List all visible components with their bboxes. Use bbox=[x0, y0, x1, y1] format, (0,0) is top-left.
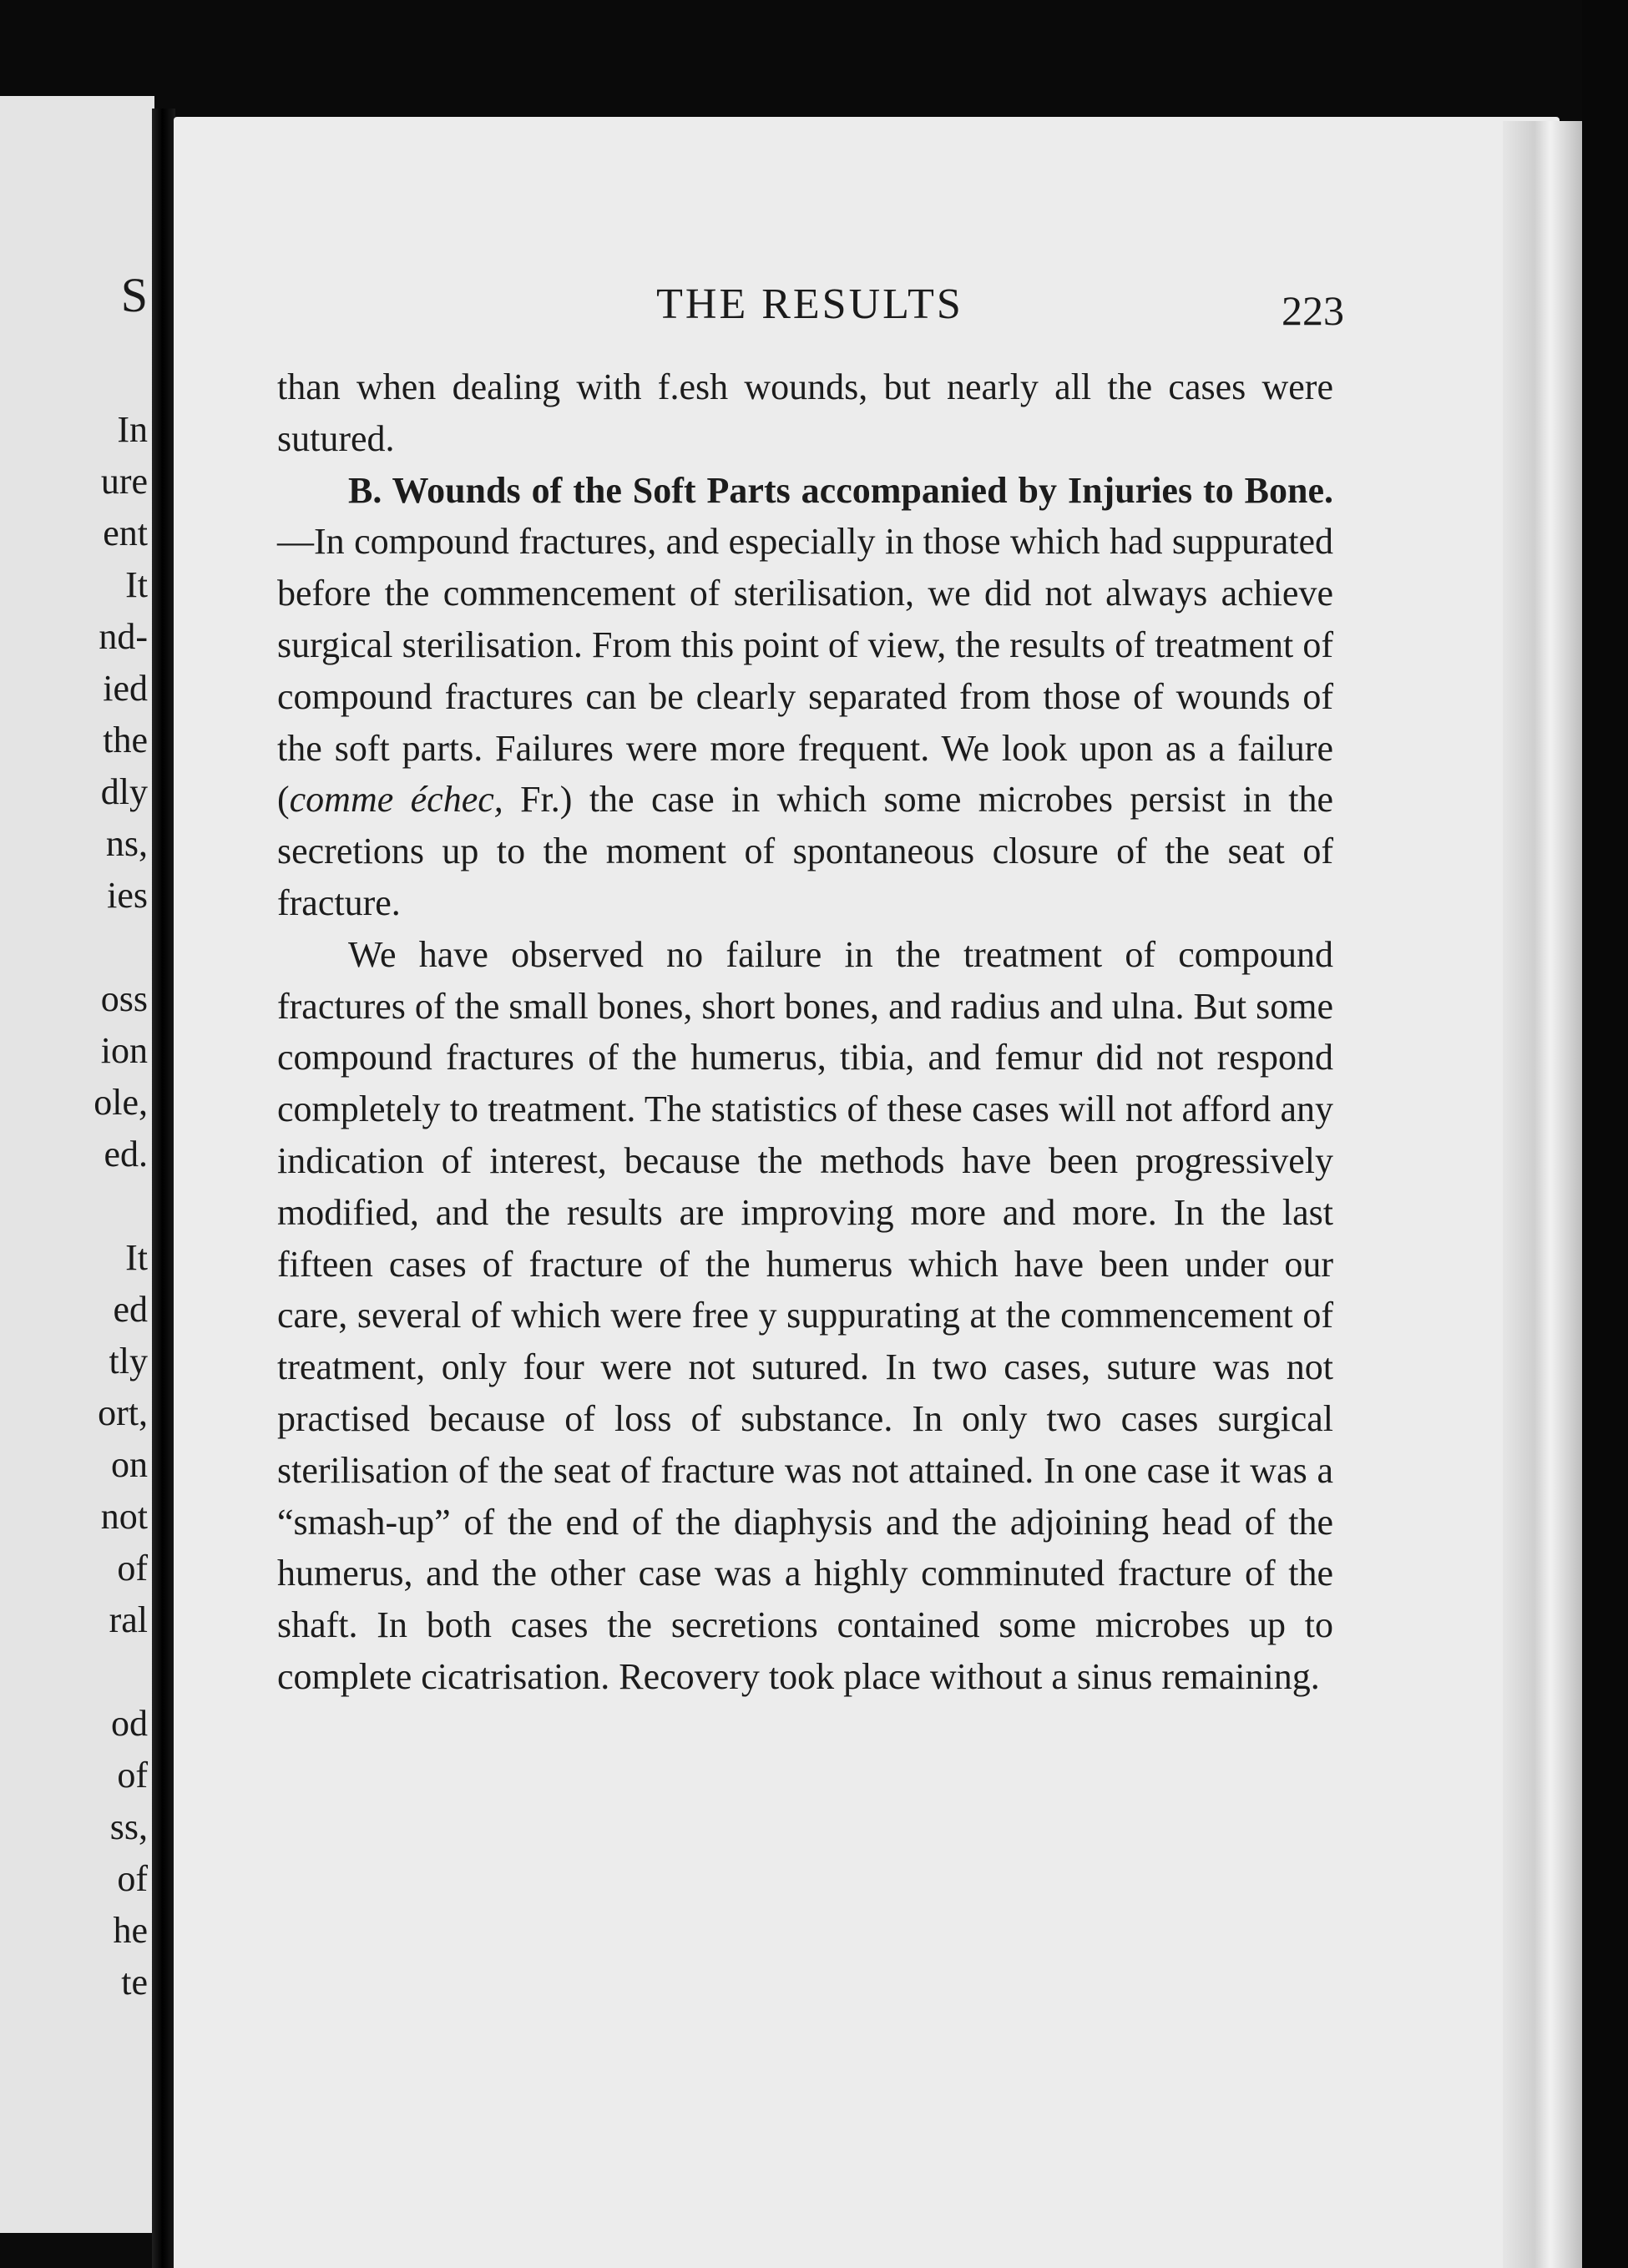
facing-page-fragment: nd- bbox=[99, 616, 148, 657]
facing-page-fragment: not bbox=[100, 1496, 148, 1537]
facing-page-fragment: S bbox=[120, 268, 148, 322]
facing-page-fragment: ion bbox=[100, 1030, 148, 1071]
facing-page-fragment: ies bbox=[107, 875, 148, 916]
facing-page-edge bbox=[0, 96, 154, 2233]
facing-page-fragment: the bbox=[103, 720, 148, 760]
facing-page-fragment: ent bbox=[103, 513, 148, 553]
italic-phrase: comme échec, bbox=[289, 779, 503, 821]
facing-page-fragment: on bbox=[111, 1444, 148, 1485]
facing-page-fragment: ort, bbox=[98, 1392, 148, 1433]
facing-page-fragment: oss bbox=[100, 978, 148, 1019]
facing-page-fragment: It bbox=[125, 564, 148, 605]
page-number: 223 bbox=[1282, 287, 1344, 334]
facing-page-fragment: of bbox=[117, 1548, 148, 1589]
facing-page-fragment: ral bbox=[109, 1599, 148, 1640]
facing-page-fragment: od bbox=[111, 1703, 148, 1744]
scan-background-top bbox=[0, 0, 1628, 125]
paragraph-section-b bbox=[277, 465, 1333, 929]
facing-page-fragment: ole, bbox=[94, 1082, 148, 1123]
facing-page-fragment: ure bbox=[100, 461, 148, 502]
facing-page-fragment: tly bbox=[109, 1341, 148, 1382]
facing-page-fragment: ied bbox=[103, 668, 148, 709]
paragraph-continuation: than when dealing with f.esh wounds, but nearly all the cases were sutured. bbox=[277, 366, 1333, 459]
paragraph-text: —In compound fractures, and especially in those which had suppurated before the commencement of sterilisation, we did not always achieve surgical sterilisation. From this point of view, the results of treatment of compound fractures can be clearly separated from those of wounds of the soft parts. Failures were more frequent. We look upon as a failure ( bbox=[277, 521, 1333, 821]
facing-page-fragment: ed bbox=[113, 1289, 148, 1330]
running-title: THE RESULTS bbox=[656, 280, 963, 328]
page-edge-stack bbox=[1503, 121, 1582, 2268]
section-heading: B. Wounds of the Soft Parts accompanied by Injuries to Bone. bbox=[348, 469, 1333, 511]
facing-page-fragment: In bbox=[117, 409, 148, 450]
facing-page-fragment: ss, bbox=[109, 1806, 148, 1847]
facing-page-fragment: he bbox=[113, 1910, 148, 1951]
facing-page-fragment: te bbox=[121, 1962, 148, 2003]
book-gutter bbox=[152, 109, 175, 2268]
paragraph-text: Fr.) the case in which some microbes persist in the secretions up to the moment of spontaneous closure of the seat of fracture. bbox=[277, 779, 1333, 923]
facing-page-fragment: ns, bbox=[105, 823, 148, 864]
scan-background-right bbox=[1582, 0, 1628, 2268]
facing-page-fragment: of bbox=[117, 1755, 148, 1796]
facing-page-fragment: of bbox=[117, 1858, 148, 1899]
facing-page-fragment: It bbox=[125, 1237, 148, 1278]
paragraph-observations: We have observed no failure in the treatment of compound fractures of the small bones, short bones, and radius and ulna. But some compound fractures of the humerus, tibia, and femur did not respond completely to treatment. The statistics of these cases will not afford any indication of interest, because the methods have been progressively modified, and the results are improving more and more. In the last fifteen cases of fracture of the humerus which have been under our care, several of which were free y suppurating at the commencement of treatment, only four were not sutured. In two cases, suture was not practised because of loss of substance. In only two cases surgical sterilisation of the seat of fracture was not attained. In one case it was a “smash-up” of the end of the diaphysis and the adjoining head of the humerus, and the other case was a highly comminuted fracture of the shaft. In both cases the secretions contained some microbes up to complete cicatrisation. Recovery took place without a sinus remaining. bbox=[277, 933, 1333, 1697]
facing-page-fragment: ed. bbox=[104, 1134, 148, 1174]
running-head bbox=[276, 280, 1344, 338]
body-text bbox=[277, 361, 1333, 1703]
facing-page-fragment: dly bbox=[100, 771, 148, 812]
